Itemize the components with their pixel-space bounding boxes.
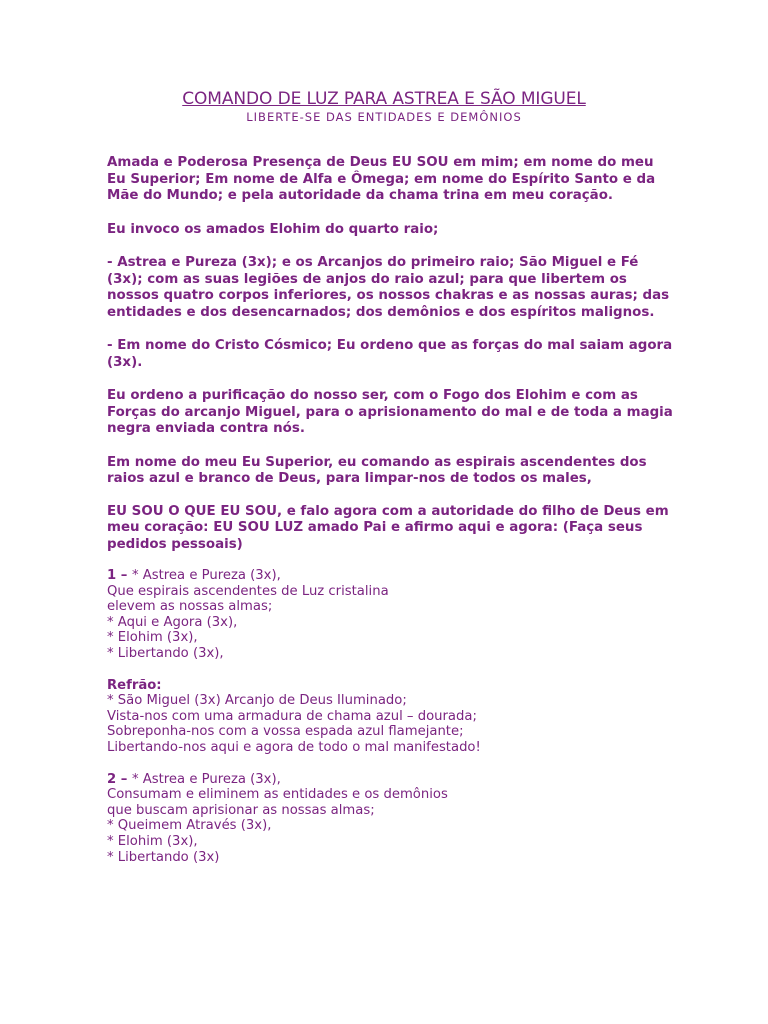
paragraph-purificacao [107,388,673,438]
decree-number: 1 – [107,568,132,583]
paragraph-astrea [107,255,670,321]
refrain [107,678,667,756]
paragraph-line: Eu ordeno a purificação do nosso ser, com o Fogo dos Elohim e com as [107,388,638,403]
paragraph-line: nossos quatro corpos inferiores, os nossos chakras e as nossas auras; das [107,288,670,303]
paragraph-cristo-cosmico [107,338,673,371]
decree-line: * Elohim (3x), [107,630,198,646]
decree-line: que buscam aprisionar as nossas almas; [107,802,375,818]
paragraph-line: entidades e dos desencarnados; dos demônios e dos espíritos malignos. [107,304,655,320]
paragraph-line: Forças do arcanjo Miguel, para o aprisionamento do mal e de toda a magia [107,404,673,420]
decree-1 [107,568,667,662]
decree-line: * Aqui e Agora (3x), [107,614,238,630]
paragraph-line: Mãe do Mundo; e pela autoridade da chama trina em meu coração. [107,188,613,203]
paragraph-line: Em nome do meu Eu Superior, eu comando as espirais ascendentes dos [107,454,647,470]
decree-line: elevem as nossas almas; [107,599,273,615]
paragraph-line: - Astrea e Pureza (3x); e os Arcanjos do primeiro raio; São Miguel e Fé [107,255,639,270]
decree-line: Consumam e eliminem as entidades e os demônios [107,787,448,803]
decree-line: * Astrea e Pureza (3x), [131,771,281,787]
refrain-line: Sobreponha-nos com a vossa espada azul flamejante; [107,724,464,740]
decree-line: * Libertando (3x) [107,849,220,865]
paragraph-line: meu coração: EU SOU LUZ amado Pai e afirmo aqui e agora: (Faça seus [107,520,643,535]
decree-line: * Queimem Através (3x), [107,818,272,834]
paragraph-eu-sou [107,504,667,554]
decree-2 [107,772,667,866]
paragraph-line: EU SOU O QUE EU SOU, e falo agora com a autoridade do filho de Deus em [107,503,669,519]
decree-1-first-line [107,568,667,584]
paragraph-line: negra enviada contra nós. [107,421,305,436]
decree-line: * Astrea e Pureza (3x), [131,568,281,583]
paragraph-line: (3x). [107,354,143,370]
paragraph-line: pedidos pessoais) [107,536,243,552]
decree-number: 2 – [107,771,132,787]
paragraph-elohim [107,222,667,239]
refrain-line: * São Miguel (3x) Arcanjo de Deus Iluminado; [107,693,407,709]
paragraph-line: (3x); com as suas legiões de anjos do raio azul; para que libertem os [107,271,627,287]
paragraph-line: Amada e Poderosa Presença de Deus EU SOU em mim; em nome do meu [107,155,654,170]
refrain-line: Vista-nos com uma armadura de chama azul – dourada; [107,708,477,724]
decree-line: * Libertando (3x), [107,645,224,661]
decree-line: Que espirais ascendentes de Luz cristalina [107,583,389,599]
paragraph-espirais [107,455,667,488]
decree-2-first-line [107,772,667,788]
paragraph-line: raios azul e branco de Deus, para limpar-nos de todos os males, [107,471,592,486]
refrain-heading: Refrão: [107,677,162,693]
paragraph-line: Eu Superior; Em nome de Alfa e Ômega; em nome do Espírito Santo e da [107,171,656,187]
paragraph-line: Eu invoco os amados Elohim do quarto raio; [107,221,439,237]
document-title: COMANDO DE LUZ PARA ASTREA E SÃO MIGUEL [182,89,586,109]
document-body [107,155,673,881]
paragraph-line: - Em nome do Cristo Cósmico; Eu ordeno que as forças do mal saiam agora [107,338,673,353]
paragraph-invocation [107,155,667,205]
document-subtitle: LIBERTE-SE DAS ENTIDADES E DEMÔNIOS [246,110,522,124]
decree-line: * Elohim (3x), [107,833,198,849]
refrain-line: Libertando-nos aqui e agora de todo o mal manifestado! [107,739,481,755]
